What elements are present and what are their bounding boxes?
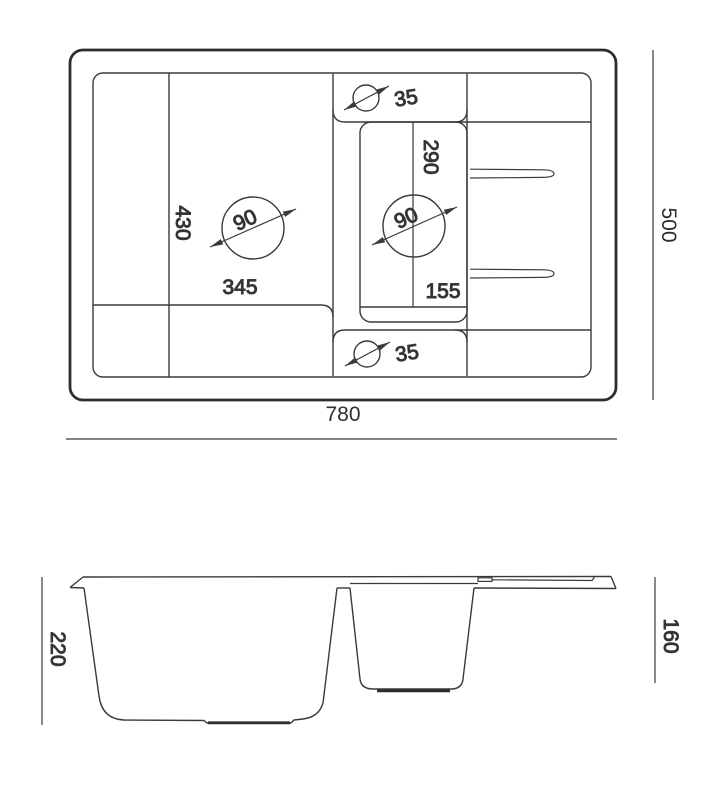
sink-outer-outline: [70, 50, 616, 400]
drainer-pin-bottom: [470, 269, 554, 278]
main-bowl-bottom-line: [93, 305, 333, 317]
drainboard-surface-line: [492, 577, 595, 581]
corner-arc: [333, 110, 345, 122]
overall-depth-label: 500: [657, 207, 680, 243]
tap-hole-top-arrow: [344, 86, 389, 110]
main-depth-label: 220: [46, 631, 69, 667]
small-depth-label: 160: [659, 618, 682, 654]
rim-top-line: [83, 577, 611, 578]
drainboard-step: [478, 578, 492, 582]
section-view: [42, 577, 682, 726]
rim-left-bevel: [70, 577, 83, 588]
main-bowl-profile: [84, 588, 337, 723]
small-bowl-width-label: 155: [425, 280, 461, 303]
corner-arc: [333, 330, 345, 342]
tap-hole-top-label: 35: [392, 85, 420, 112]
sink-inner-rim: [93, 73, 591, 377]
rim-right-bevel: [611, 577, 616, 589]
tap-hole-bottom-arrow: [345, 342, 390, 366]
drainer-pin-top: [470, 169, 554, 178]
rim-bottom-right: [474, 588, 616, 589]
main-drain-diameter-label: 90: [229, 205, 261, 236]
small-bowl-length-label: 290: [419, 139, 442, 175]
top-view: [70, 50, 616, 400]
small-drain-diameter-label: 90: [390, 203, 422, 234]
dim-overall-width: [66, 403, 617, 439]
dim-overall-depth: [653, 50, 680, 400]
corner-arc: [455, 110, 467, 122]
corner-arc: [455, 330, 467, 342]
small-bowl-profile: [350, 588, 474, 689]
overall-width-label: 780: [325, 403, 361, 426]
tap-hole-bottom-label: 35: [393, 340, 421, 367]
rim-bottom-left: [70, 588, 84, 589]
main-bowl-length-label: 430: [171, 205, 194, 241]
main-bowl-width-label: 345: [222, 276, 258, 299]
